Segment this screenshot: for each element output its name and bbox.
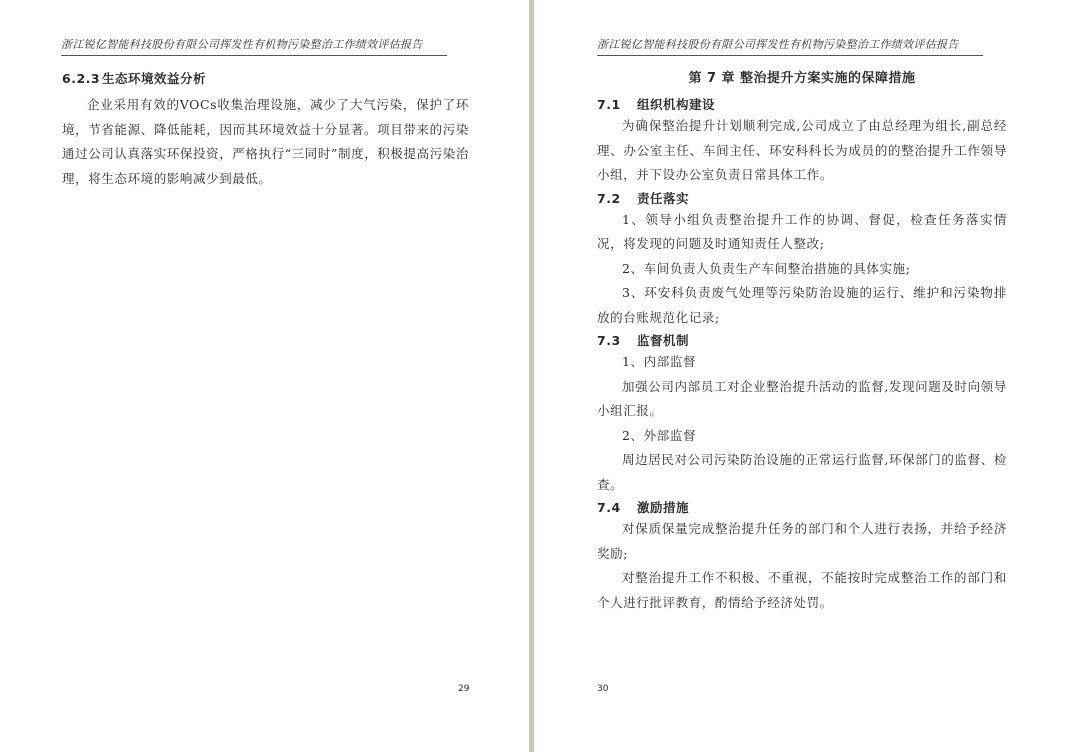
- paragraph: 1、内部监督: [622, 354, 697, 369]
- section-title: 责任落实: [637, 190, 690, 206]
- section-number: 7.3: [597, 333, 621, 348]
- paragraph: 3、环安科负责废气处理等污染防治设施的运行、维护和污染物排放的台账规范化记录;: [597, 285, 1007, 325]
- page-header: 浙江锐亿智能科技股份有限公司挥发性有机物污染整治工作绩效评估报告: [61, 36, 447, 56]
- paragraph: 对整治提升工作不积极、不重视，不能按时完成整治工作的部门和个人进行批评教育，酌情给予经济处罚。: [597, 570, 1007, 610]
- section-heading: [597, 332, 1007, 350]
- section-title: 激励措施: [637, 500, 690, 515]
- section-number: 7.4: [597, 500, 621, 515]
- paragraph: 2、外部监督: [622, 427, 697, 443]
- section-title: 监督机制: [637, 333, 690, 348]
- paragraph: 企业采用有效的VOCs收集治理设施，减少了大气污染，保护了环境，节省能源、降低能耗，因而其环境效益十分显著。项目带来的污染通过公司认真落实环保投资，严格执行“三同时”制度，积极提高污染治理，将生态环境的影响减少到最低。: [62, 97, 469, 186]
- page-number: 30: [597, 684, 609, 694]
- section-number: 6.2.3: [62, 71, 101, 86]
- paragraph: 周边居民对公司污染防治设施的正常运行监督,环保部门的监督、检查。: [597, 452, 1007, 492]
- page-header: 浙江锐亿智能科技股份有限公司挥发性有机物污染整治工作绩效评估报告: [597, 36, 983, 56]
- section-heading: [62, 70, 469, 88]
- paragraph: 对保质保量完成整治提升任务的部门和个人进行表扬，并给予经济奖励;: [597, 521, 1007, 561]
- paragraph: 为确保整治提升计划顺利完成,公司成立了由总经理为组长,副总经理、办公室主任、车间主任、环安科科长为成员的的整治提升工作领导小组，并下设办公室负责日常具体工作。: [597, 118, 1007, 182]
- section-title: 组织机构建设: [637, 97, 716, 112]
- section-number: 7.2: [597, 190, 621, 206]
- document-page-right: [534, 0, 1066, 752]
- page-content: [597, 70, 1007, 615]
- document-page-left: [0, 0, 529, 752]
- section-heading: [597, 499, 1007, 517]
- paragraph: 2、车间负责人负责生产车间整治措施的具体实施;: [622, 260, 911, 276]
- section-heading: [597, 96, 1007, 114]
- section-title: 生态环境效益分析: [102, 71, 207, 86]
- section-number: 7.1: [597, 97, 621, 112]
- page-number: 29: [458, 684, 470, 694]
- section-heading: [597, 190, 1007, 208]
- chapter-title: 第 7 章 整治提升方案实施的保障措施: [688, 71, 916, 86]
- page-content: [62, 70, 469, 191]
- paragraph: 加强公司内部员工对企业整治提升活动的监督,发现问题及时向领导小组汇报。: [597, 378, 1007, 418]
- paragraph: 1、领导小组负责整治提升工作的协调、督促，检查任务落实情况，将发现的问题及时通知责任人整改;: [597, 211, 1007, 251]
